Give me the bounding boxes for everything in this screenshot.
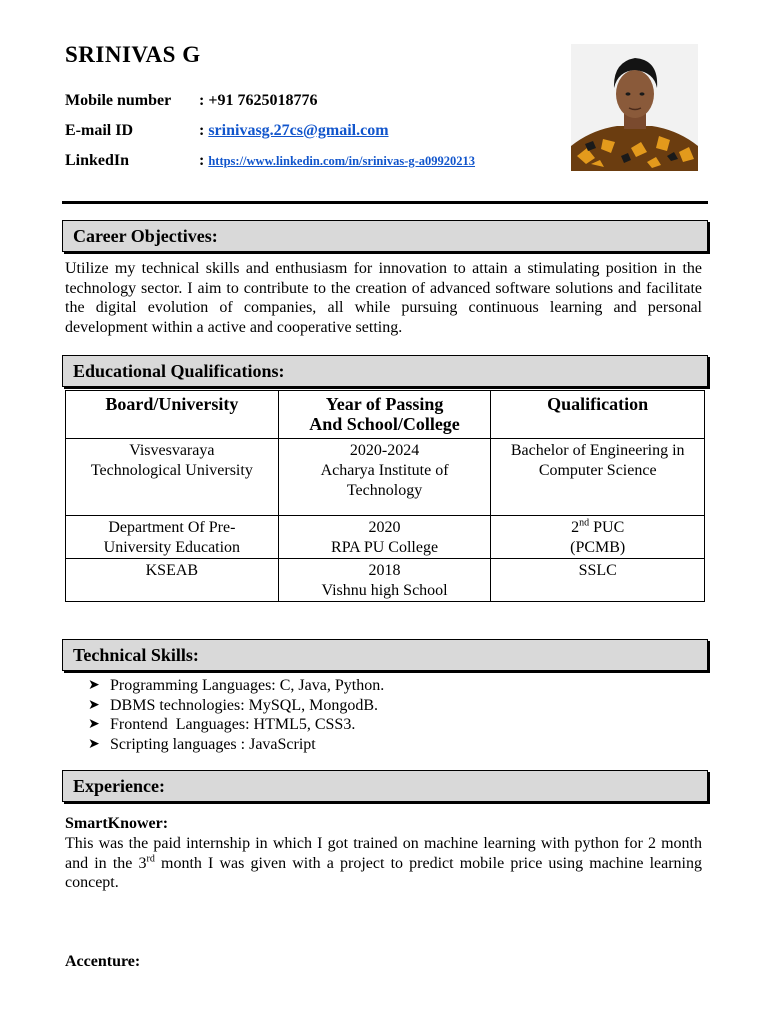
linkedin-label: LinkedIn <box>65 152 130 169</box>
column-header-qualification: Qualification <box>491 391 705 439</box>
list-item: ➤ DBMS technologies: MySQL, MongodB. <box>88 696 379 714</box>
mobile-label: Mobile number <box>65 92 172 109</box>
list-item: ➤ Programming Languages: C, Java, Python. <box>88 677 385 694</box>
experience-heading: Experience: <box>62 770 708 802</box>
column-header-year: Year of Passing And School/College <box>278 391 491 439</box>
qualification-cell: SSLC <box>491 559 705 602</box>
year-cell: 2018 Vishnu high School <box>278 559 491 602</box>
arrow-bullet-icon: ➤ <box>88 697 100 713</box>
arrow-bullet-icon: ➤ <box>88 737 100 753</box>
board-cell: KSEAB <box>66 559 279 602</box>
table-header-row <box>66 391 705 439</box>
linkedin-link[interactable]: https://www.linkedin.com/in/srinivas-g-a09920213 <box>208 154 476 168</box>
experience-description: This was the paid internship in which I got trained on machine learning with python for 2 month and in the 3rd month I was given with a project to predict mobile price using machine learning concept. <box>65 835 703 891</box>
arrow-bullet-icon: ➤ <box>88 678 100 693</box>
table-row <box>66 516 705 559</box>
table-row <box>66 559 705 602</box>
career-objectives-text: Utilize my technical skills and enthusiasm for innovation to attain a stimulating position in the technology sector. I aim to contribute to the creation of advanced software solutions and facilitate the digital evolution of companies, all while pursuing continuous learning and personal development within a active and cooperative setting. <box>65 260 702 336</box>
candidate-name: SRINIVAS G <box>65 42 201 67</box>
board-cell: Department Of Pre- University Education <box>66 516 279 559</box>
year-cell: 2020-2024 Acharya Institute of Technology <box>278 439 491 516</box>
header-divider <box>62 201 708 204</box>
career-objectives-heading: Career Objectives: <box>62 220 708 252</box>
education-table <box>65 390 705 602</box>
profile-photo <box>571 44 698 171</box>
board-cell: Visvesvaraya Technological University <box>66 439 279 516</box>
person-portrait-icon <box>571 44 698 171</box>
table-row <box>66 439 705 516</box>
experience-company-accenture: Accenture: <box>65 953 141 970</box>
skills-list <box>88 676 384 755</box>
education-heading: Educational Qualifications: <box>62 355 708 387</box>
email-prefix: : <box>199 122 209 139</box>
experience-company-smartknower: SmartKnower: <box>65 815 169 832</box>
technical-skills-heading: Technical Skills: <box>62 639 708 671</box>
column-header-board: Board/University <box>66 391 279 439</box>
email-link[interactable]: srinivasg.27cs@gmail.com <box>208 122 389 139</box>
mobile-value: : +91 7625018776 <box>199 92 318 109</box>
qualification-cell: 2nd PUC (PCMB) <box>491 516 705 559</box>
qualification-cell: Bachelor of Engineering in Computer Science <box>491 439 705 516</box>
list-item: ➤ Frontend Languages: HTML5, CSS3. <box>88 716 356 734</box>
arrow-bullet-icon: ➤ <box>88 717 100 733</box>
linkedin-prefix: : <box>199 152 209 169</box>
list-item: ➤ Scripting languages : JavaScript <box>88 736 316 754</box>
year-cell: 2020 RPA PU College <box>278 516 491 559</box>
email-label: E-mail ID <box>65 122 133 139</box>
